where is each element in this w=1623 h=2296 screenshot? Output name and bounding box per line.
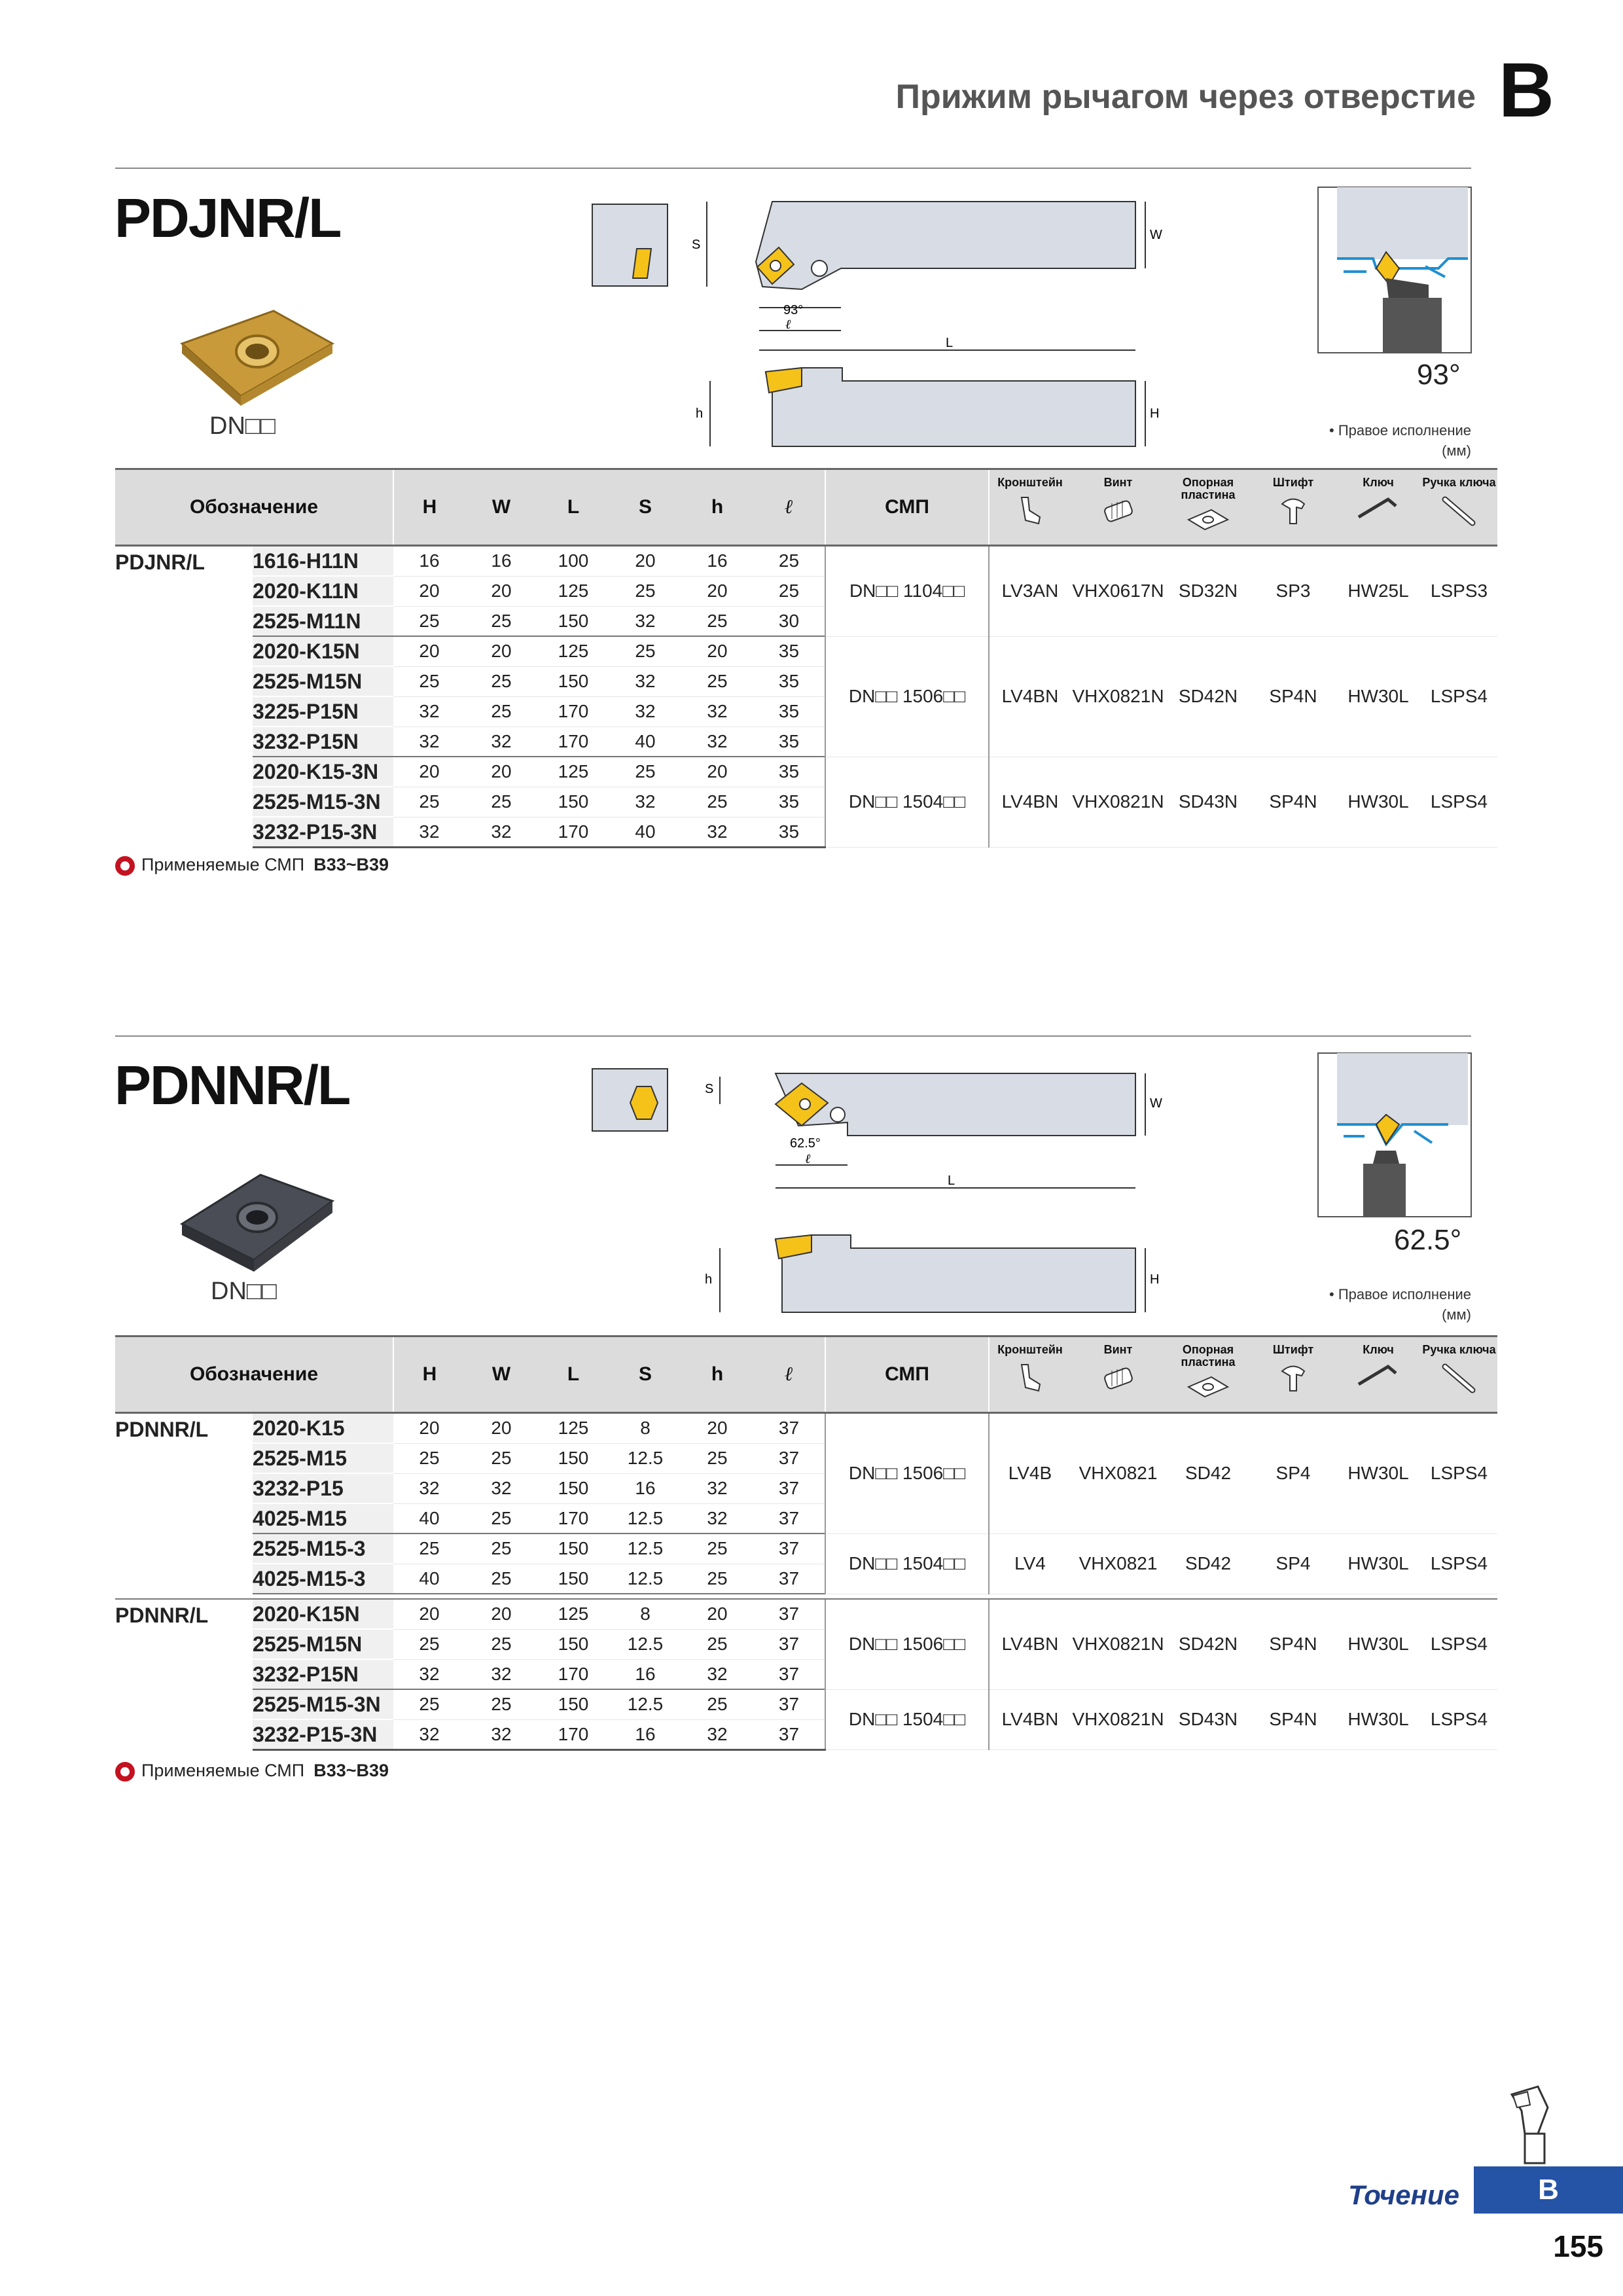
screw-cell: VHX0821N <box>1071 757 1166 848</box>
col-header-W: W <box>465 1336 537 1413</box>
cell-S: 32 <box>609 787 681 817</box>
bracket-cell: LV3AN <box>989 546 1071 637</box>
dim-h-label: h <box>705 1272 713 1287</box>
key-cell: HW30L <box>1336 636 1421 757</box>
col-header-W: W <box>465 469 537 546</box>
col-header-plate: Опорная пластина <box>1166 1336 1251 1413</box>
screw-cell: VHX0617N <box>1071 546 1166 637</box>
cell-L: 150 <box>537 666 609 696</box>
handle-cell: LSPS4 <box>1421 757 1497 848</box>
cell-H: 32 <box>393 817 465 848</box>
cell-L: 125 <box>537 1413 609 1444</box>
dim-H-label: H <box>1150 406 1160 421</box>
item-code: 3232-P15N <box>253 1659 393 1689</box>
cell-l: 35 <box>753 696 825 726</box>
cell-h: 32 <box>681 1473 753 1503</box>
block-separator <box>115 1594 1497 1599</box>
seat-plate-icon <box>1185 507 1231 533</box>
cell-h: 20 <box>681 636 753 666</box>
model-title: PDJNR/L <box>115 187 341 249</box>
seat-plate-icon <box>1185 1374 1231 1400</box>
cell-l: 35 <box>753 726 825 757</box>
cell-L: 170 <box>537 696 609 726</box>
pin-cell: SP4 <box>1251 1534 1336 1594</box>
cell-L: 170 <box>537 726 609 757</box>
ref-pages: B33~B39 <box>313 855 389 874</box>
cell-h: 32 <box>681 1659 753 1689</box>
cell-H: 32 <box>393 696 465 726</box>
pin-cell: SP4N <box>1251 757 1336 848</box>
pin-cell: SP4N <box>1251 1689 1336 1750</box>
col-header-h: h <box>681 469 753 546</box>
cell-h: 25 <box>681 606 753 636</box>
cell-H: 25 <box>393 1443 465 1473</box>
cell-H: 20 <box>393 636 465 666</box>
dim-w-label: W <box>1150 1096 1162 1111</box>
col-header-S: S <box>609 469 681 546</box>
cell-H: 32 <box>393 1659 465 1689</box>
item-code: 4025-M15 <box>253 1503 393 1534</box>
insert-dark-image <box>175 1162 339 1280</box>
key-cell: HW30L <box>1336 757 1421 848</box>
col-header-handle: Ручка ключа <box>1421 469 1497 546</box>
cell-L: 125 <box>537 1599 609 1629</box>
cell-L: 170 <box>537 1659 609 1689</box>
col-header-screw: Винт <box>1071 1336 1166 1413</box>
cell-l: 35 <box>753 787 825 817</box>
smp-cell: DN□□ 1506□□ <box>825 636 989 757</box>
cell-S: 12.5 <box>609 1629 681 1659</box>
bracket-cell: LV4 <box>989 1534 1071 1594</box>
item-code: 3232-P15-3N <box>253 817 393 848</box>
smp-cell: DN□□ 1506□□ <box>825 1413 989 1534</box>
spec-table-pdnnr <box>115 1335 1497 1751</box>
cell-W: 20 <box>465 636 537 666</box>
series-label: PDNNR/L <box>115 1418 209 1441</box>
item-code: 2525-M15-3N <box>253 1689 393 1719</box>
cell-H: 25 <box>393 1689 465 1719</box>
reference-arrow-icon <box>115 856 135 876</box>
cell-h: 32 <box>681 1719 753 1750</box>
dim-angle-label: 62.5° <box>790 1136 821 1151</box>
dim-s-label: S <box>692 238 701 252</box>
cell-S: 32 <box>609 696 681 726</box>
cell-l: 37 <box>753 1719 825 1750</box>
cell-h: 32 <box>681 817 753 848</box>
series-label: PDNNR/L <box>115 1604 209 1627</box>
cell-W: 25 <box>465 1689 537 1719</box>
series-label: PDJNR/L <box>115 550 205 574</box>
cell-l: 37 <box>753 1443 825 1473</box>
dim-s-label: S <box>705 1082 714 1096</box>
smp-cell: DN□□ 1504□□ <box>825 1689 989 1750</box>
item-code: 2525-M15N <box>253 666 393 696</box>
cell-S: 8 <box>609 1413 681 1444</box>
cell-S: 16 <box>609 1473 681 1503</box>
item-code: 2525-M11N <box>253 606 393 636</box>
cell-l: 37 <box>753 1599 825 1629</box>
page-header-title: Прижим рычагом через отверстие <box>895 78 1476 116</box>
cell-h: 25 <box>681 1689 753 1719</box>
cell-W: 25 <box>465 787 537 817</box>
bracket-icon <box>1014 494 1046 527</box>
screw-icon <box>1099 1361 1138 1394</box>
plate-cell: SD43N <box>1166 757 1251 848</box>
screw-cell: VHX0821 <box>1071 1534 1166 1594</box>
cell-W: 25 <box>465 606 537 636</box>
col-header-smp: СМП <box>825 469 989 546</box>
item-code: 3225-P15N <box>253 696 393 726</box>
item-code: 2525-M15 <box>253 1443 393 1473</box>
cell-S: 25 <box>609 576 681 606</box>
cell-L: 170 <box>537 1719 609 1750</box>
note-units: (мм) <box>1442 1306 1471 1323</box>
col-header-l: ℓ <box>753 1336 825 1413</box>
screw-cell: VHX0821N <box>1071 1689 1166 1750</box>
smp-cell: DN□□ 1506□□ <box>825 1599 989 1689</box>
bracket-icon <box>1014 1361 1046 1394</box>
dim-l-label: L <box>948 1174 955 1188</box>
cell-W: 32 <box>465 1719 537 1750</box>
key-handle-icon <box>1440 1361 1479 1394</box>
col-header-handle: Ручка ключа <box>1421 1336 1497 1413</box>
cell-h: 32 <box>681 696 753 726</box>
cell-L: 150 <box>537 1443 609 1473</box>
cell-H: 32 <box>393 1473 465 1503</box>
col-header-L: L <box>537 469 609 546</box>
key-cell: HW25L <box>1336 546 1421 637</box>
cell-S: 12.5 <box>609 1689 681 1719</box>
cell-L: 170 <box>537 817 609 848</box>
insert-code: DN□□ <box>211 1278 277 1305</box>
application-diagram-93 <box>1317 187 1472 353</box>
cell-W: 20 <box>465 1413 537 1444</box>
cell-S: 25 <box>609 636 681 666</box>
angle-label: 93° <box>1417 359 1461 391</box>
cell-h: 25 <box>681 1564 753 1594</box>
col-header-h: h <box>681 1336 753 1413</box>
key-handle-icon <box>1440 494 1479 527</box>
pin-cell: SP4N <box>1251 1599 1336 1689</box>
cell-l: 37 <box>753 1629 825 1659</box>
cell-l: 37 <box>753 1564 825 1594</box>
cell-l: 35 <box>753 666 825 696</box>
cell-L: 100 <box>537 546 609 577</box>
cell-H: 40 <box>393 1564 465 1594</box>
cell-h: 25 <box>681 1629 753 1659</box>
col-header-bracket: Кронштейн <box>989 469 1071 546</box>
item-code: 2020-K15N <box>253 1599 393 1629</box>
cell-h: 20 <box>681 757 753 787</box>
section-letter: B <box>1498 47 1554 134</box>
smp-cell: DN□□ 1504□□ <box>825 1534 989 1594</box>
cell-W: 20 <box>465 757 537 787</box>
col-header-H: H <box>393 469 465 546</box>
cell-h: 20 <box>681 1599 753 1629</box>
cell-l: 35 <box>753 757 825 787</box>
tool-diagram-pdjnr <box>586 196 1162 452</box>
cell-S: 20 <box>609 546 681 577</box>
dim-H-label: H <box>1150 1272 1160 1287</box>
cell-S: 12.5 <box>609 1564 681 1594</box>
item-code: 4025-M15-3 <box>253 1564 393 1594</box>
cell-S: 12.5 <box>609 1503 681 1534</box>
screw-cell: VHX0821 <box>1071 1413 1166 1534</box>
applicable-inserts-ref <box>115 855 389 876</box>
bracket-cell: LV4BN <box>989 757 1071 848</box>
cell-S: 40 <box>609 817 681 848</box>
cell-L: 150 <box>537 1689 609 1719</box>
cell-S: 16 <box>609 1659 681 1689</box>
plate-cell: SD32N <box>1166 546 1251 637</box>
screw-cell: VHX0821N <box>1071 636 1166 757</box>
plate-cell: SD42N <box>1166 1599 1251 1689</box>
handle-cell: LSPS4 <box>1421 1689 1497 1750</box>
screw-cell: VHX0821N <box>1071 1599 1166 1689</box>
cell-L: 125 <box>537 757 609 787</box>
cell-l: 37 <box>753 1413 825 1444</box>
dim-w-label: W <box>1150 228 1162 242</box>
cell-W: 32 <box>465 1659 537 1689</box>
divider <box>115 168 1471 169</box>
cell-W: 16 <box>465 546 537 577</box>
cell-S: 12.5 <box>609 1443 681 1473</box>
cell-l: 37 <box>753 1503 825 1534</box>
dim-l-label: L <box>946 336 954 350</box>
col-header-pin: Штифт <box>1251 469 1336 546</box>
cell-L: 150 <box>537 787 609 817</box>
plate-cell: SD42 <box>1166 1534 1251 1594</box>
plate-cell: SD42N <box>1166 636 1251 757</box>
cell-W: 25 <box>465 1443 537 1473</box>
cell-S: 8 <box>609 1599 681 1629</box>
page-number: 155 <box>1553 2229 1603 2263</box>
cell-W: 20 <box>465 1599 537 1629</box>
cell-H: 25 <box>393 1534 465 1564</box>
cell-h: 32 <box>681 1503 753 1534</box>
screw-icon <box>1099 494 1138 527</box>
ref-text: Применяемые СМП <box>141 855 305 874</box>
col-header-bracket: Кронштейн <box>989 1336 1071 1413</box>
cell-H: 20 <box>393 1599 465 1629</box>
plate-cell: SD43N <box>1166 1689 1251 1750</box>
item-code: 2525-M15-3 <box>253 1534 393 1564</box>
footer-section-label: Точение <box>1348 2179 1459 2210</box>
col-header-S: S <box>609 1336 681 1413</box>
col-header-screw: Винт <box>1071 469 1166 546</box>
key-icon <box>1355 494 1401 520</box>
pin-icon <box>1277 1361 1310 1394</box>
dim-l-small-label: ℓ <box>785 317 791 332</box>
cell-W: 25 <box>465 696 537 726</box>
cell-l: 37 <box>753 1534 825 1564</box>
cell-H: 20 <box>393 1413 465 1444</box>
insert-gold-image <box>175 298 339 409</box>
cell-W: 32 <box>465 817 537 848</box>
note-units: (мм) <box>1442 442 1471 459</box>
col-header-designation: Обозначение <box>115 1336 393 1413</box>
bracket-cell: LV4BN <box>989 1599 1071 1689</box>
cell-L: 125 <box>537 576 609 606</box>
cell-H: 25 <box>393 666 465 696</box>
pin-cell: SP4 <box>1251 1413 1336 1534</box>
note-right-hand: • Правое исполнение <box>1329 1286 1471 1302</box>
cell-S: 12.5 <box>609 1534 681 1564</box>
cell-L: 150 <box>537 1564 609 1594</box>
pin-cell: SP3 <box>1251 546 1336 637</box>
item-code: 2525-M15-3N <box>253 787 393 817</box>
item-code: 2020-K15-3N <box>253 757 393 787</box>
footer-section-tab[interactable]: B <box>1474 2166 1623 2214</box>
pin-icon <box>1277 494 1310 527</box>
model-title: PDNNR/L <box>115 1054 350 1116</box>
cell-h: 16 <box>681 546 753 577</box>
cell-h: 20 <box>681 1413 753 1444</box>
item-code: 2020-K11N <box>253 576 393 606</box>
cell-S: 25 <box>609 757 681 787</box>
key-cell: HW30L <box>1336 1599 1421 1689</box>
cell-l: 37 <box>753 1473 825 1503</box>
note-right-hand: • Правое исполнение <box>1329 422 1471 439</box>
cell-h: 20 <box>681 576 753 606</box>
applicable-inserts-ref <box>115 1761 389 1782</box>
cell-H: 20 <box>393 757 465 787</box>
key-cell: HW30L <box>1336 1413 1421 1534</box>
cell-L: 125 <box>537 636 609 666</box>
cell-S: 40 <box>609 726 681 757</box>
cell-W: 20 <box>465 576 537 606</box>
tool-diagram-pdnnr <box>586 1064 1162 1316</box>
cell-S: 16 <box>609 1719 681 1750</box>
bracket-cell: LV4BN <box>989 1689 1071 1750</box>
col-header-pin: Штифт <box>1251 1336 1336 1413</box>
divider <box>115 1035 1471 1037</box>
cell-l: 35 <box>753 817 825 848</box>
dim-angle-label: 93° <box>783 303 804 317</box>
cell-l: 25 <box>753 576 825 606</box>
bracket-cell: LV4BN <box>989 636 1071 757</box>
cell-W: 32 <box>465 726 537 757</box>
col-header-smp: СМП <box>825 1336 989 1413</box>
col-header-plate: Опорная пластина <box>1166 469 1251 546</box>
cell-W: 25 <box>465 1564 537 1594</box>
bracket-cell: LV4B <box>989 1413 1071 1534</box>
ref-pages: B33~B39 <box>313 1761 389 1780</box>
cell-h: 25 <box>681 1534 753 1564</box>
smp-cell: DN□□ 1104□□ <box>825 546 989 637</box>
item-code: 2525-M15N <box>253 1629 393 1659</box>
cell-H: 25 <box>393 1629 465 1659</box>
cell-W: 32 <box>465 1473 537 1503</box>
smp-cell: DN□□ 1504□□ <box>825 757 989 848</box>
handle-cell: LSPS4 <box>1421 1599 1497 1689</box>
key-icon <box>1355 1361 1401 1388</box>
cell-H: 32 <box>393 726 465 757</box>
item-code: 3232-P15 <box>253 1473 393 1503</box>
cell-S: 32 <box>609 606 681 636</box>
col-header-key: Ключ <box>1336 1336 1421 1413</box>
cell-H: 25 <box>393 787 465 817</box>
cell-W: 25 <box>465 666 537 696</box>
cell-l: 37 <box>753 1659 825 1689</box>
cell-L: 150 <box>537 606 609 636</box>
cell-L: 150 <box>537 1629 609 1659</box>
col-header-L: L <box>537 1336 609 1413</box>
application-diagram-62-5 <box>1317 1052 1472 1217</box>
cell-W: 25 <box>465 1503 537 1534</box>
cell-l: 35 <box>753 636 825 666</box>
cell-H: 20 <box>393 576 465 606</box>
cell-h: 25 <box>681 666 753 696</box>
cell-S: 32 <box>609 666 681 696</box>
col-header-l: ℓ <box>753 469 825 546</box>
cell-l: 37 <box>753 1689 825 1719</box>
cell-H: 40 <box>393 1503 465 1534</box>
cell-l: 25 <box>753 546 825 577</box>
turning-tool-icon <box>1499 2081 1571 2163</box>
pin-cell: SP4N <box>1251 636 1336 757</box>
spec-table-pdjnr <box>115 468 1497 848</box>
cell-H: 25 <box>393 606 465 636</box>
reference-arrow-icon <box>115 1762 135 1782</box>
col-header-H: H <box>393 1336 465 1413</box>
cell-L: 150 <box>537 1473 609 1503</box>
cell-h: 32 <box>681 726 753 757</box>
handle-cell: LSPS4 <box>1421 1534 1497 1594</box>
cell-L: 170 <box>537 1503 609 1534</box>
dim-l-small-label: ℓ <box>805 1152 811 1166</box>
col-header-key: Ключ <box>1336 469 1421 546</box>
key-cell: HW30L <box>1336 1689 1421 1750</box>
cell-L: 150 <box>537 1534 609 1564</box>
insert-code: DN□□ <box>209 412 276 440</box>
handle-cell: LSPS3 <box>1421 546 1497 637</box>
cell-W: 25 <box>465 1629 537 1659</box>
angle-label: 62.5° <box>1394 1224 1462 1256</box>
item-code: 2020-K15 <box>253 1413 393 1444</box>
cell-h: 25 <box>681 1443 753 1473</box>
cell-H: 32 <box>393 1719 465 1750</box>
item-code: 2020-K15N <box>253 636 393 666</box>
cell-W: 25 <box>465 1534 537 1564</box>
cell-h: 25 <box>681 787 753 817</box>
plate-cell: SD42 <box>1166 1413 1251 1534</box>
dim-h-label: h <box>696 406 704 421</box>
col-header-designation: Обозначение <box>115 469 393 546</box>
handle-cell: LSPS4 <box>1421 1413 1497 1534</box>
cell-l: 30 <box>753 606 825 636</box>
item-code: 1616-H11N <box>253 546 393 577</box>
item-code: 3232-P15-3N <box>253 1719 393 1750</box>
cell-H: 16 <box>393 546 465 577</box>
handle-cell: LSPS4 <box>1421 636 1497 757</box>
item-code: 3232-P15N <box>253 726 393 757</box>
ref-text: Применяемые СМП <box>141 1761 305 1780</box>
key-cell: HW30L <box>1336 1534 1421 1594</box>
